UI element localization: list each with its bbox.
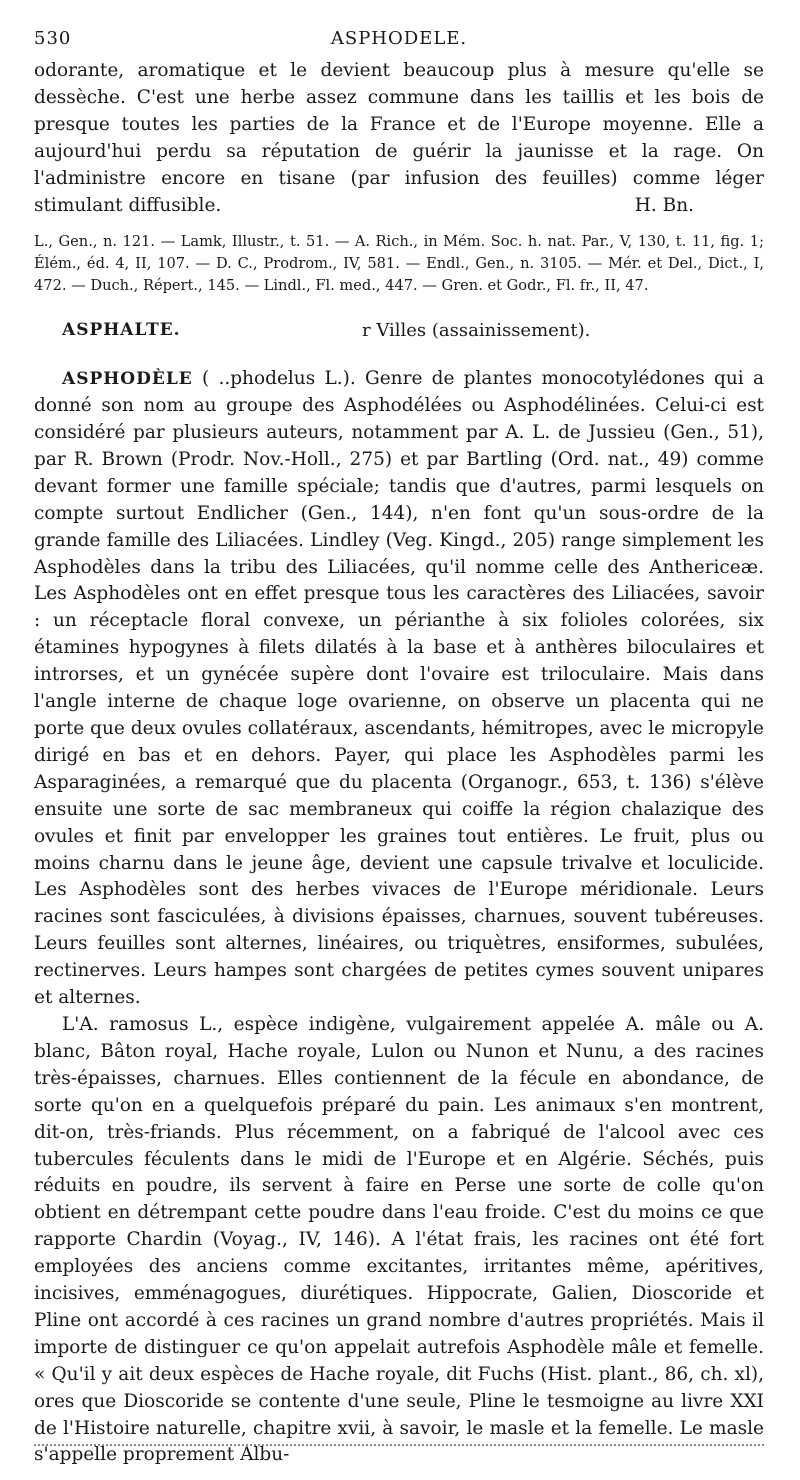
- asphodele-headword: ASPHODÈLE: [62, 369, 193, 390]
- references: L., Gen., n. 121. — Lamk, Illustr., t. 51. — A. Rich., in Mém. Soc. h. nat. Par., V, 130, t. 11, fig. 1; Élém., éd. 4, II, 107. — D. C., Prodrom., IV, 581. — Endl., Gen., n. 3105. — Mér. et Del., Dict., I, 472. — Duch., Répert., 145. — Lindl., Fl. med., 447. — Gren. et Godr., Fl. fr., II, 47.: [34, 233, 764, 294]
- continuation-paragraph: [34, 58, 764, 219]
- asphalte-headword: ASPHALTE.: [62, 320, 181, 341]
- running-title: ASPHODELE.: [330, 28, 468, 49]
- bottom-rule: [34, 1444, 764, 1446]
- ramosus-paragraph: L'A. ramosus L., espèce indigène, vulgairement appelée A. mâle ou A. blanc, Bâton royal, Hache royale, Lulon ou Nunon et Nunu, a des racines très-épaisses, charnues. Elles contiennent de la fécule en abondance, de sorte qu'on en a quelquefois préparé du pain. Les animaux s'en montrent, dit-on, très-friands. Plus récemment, on a fabriqué de l'alcool avec ces tubercules féculents dans le midi de l'Europe et en Algérie. Séchés, puis réduits en poudre, ils servent à faire en Perse une sorte de colle qu'on obtient en détrempant cette poudre dans l'eau froide. C'est du moins ce que rapporte Chardin (Voyag., IV, 146). A l'état frais, les racines ont été fort employées des anciens comme excitantes, irritantes même, apéritives, incisives, emménagogues, diurétiques. Hippocrate, Galien, Dioscoride et Pline ont accordé à ces racines un grand nombre d'autres propriétés. Mais il importe de distinguer ce qu'on appelait autrefois Asphodèle mâle et femelle. « Qu'il y ait deux espèces de Hache royale, dit Fuchs (Hist. plant., 86, ch. xl), ores que Dioscoride se contente d'une seule, Pline le tesmoigne au livre XXI de l'Histoire naturelle, chapitre xvii, à savoir, le masle et la femelle. Le masle s'appelle proprement Albu-: [34, 1013, 764, 1466]
- asphodele-article: [34, 366, 764, 1469]
- asphodele-intro-paragraph: [34, 366, 764, 1012]
- running-head: [34, 28, 764, 58]
- asphalte-entry: [34, 320, 764, 354]
- asphalte-crossref: r Villes (assainissement).: [362, 320, 591, 342]
- page-number: 530: [34, 28, 72, 49]
- author-signature: H. Bn.: [634, 194, 694, 216]
- continuation-text: odorante, aromatique et le devient beaucoup plus à mesure qu'elle se dessèche. C'est une herbe assez commune dans les taillis et les bois de presque toutes les parties de la France et de l'Europe moyenne. Elle a aujourd'hui perdu sa réputation de guérir la jaunisse et la rage. On l'administre encore en tisane (par infusion des feuilles) comme léger stimulant diffusible.: [34, 60, 764, 216]
- asphodele-intro-text: ( ..phodelus L.). Genre de plantes monocotylédones qui a donné son nom au groupe des Asphodélées ou Asphodélinées. Celui-ci est considéré par plusieurs auteurs, notamment par A. L. de Jussieu (Gen., 51), par R. Brown (Prodr. Nov.-Holl., 275) et par Bartling (Ord. nat., 49) comme devant former une famille spéciale; tandis que d'autres, parmi lesquels on compte surtout Endlicher (Gen., 144), n'en font qu'un sous-ordre de la grande famille des Liliacées. Lindley (Veg. Kingd., 205) range simplement les Asphodèles dans la tribu des Liliacées, qu'il nomme celle des Anthericeæ. Les Asphodèles ont en effet presque tous les caractères des Liliacées, savoir : un réceptacle floral convexe, un périanthe à six folioles colorées, six étamines hypogynes à filets dilatés à la base et à anthères biloculaires et introrses, et un gynécée supère dont l'ovaire est triloculaire. Mais dans l'angle interne de chaque loge ovarienne, on observe un placenta qui ne porte que deux ovules collatéraux, ascendants, hémitropes, avec le micropyle dirigé en bas et en dehors. Payer, qui place les Asphodèles parmi les Asparaginées, a remarqué que du placenta (Organogr., 653, t. 136) s'élève ensuite une sorte de sac membraneux qui coiffe la région chalazique des ovules et finit par envelopper les graines tout entières. Le fruit, plus ou moins charnu dans le jeune âge, devient une capsule trivalve et loculicide. Les Asphodèles sont des herbes vivaces de l'Europe méridionale. Leurs racines sont fasciculées, à divisions épaisses, charnues, souvent tubéreuses. Leurs feuilles sont alternes, linéaires, ou triquètres, ensiformes, subulées, rectinerves. Leurs hampes sont chargées de petites cymes souvent unipares et alternes.: [34, 368, 764, 1009]
